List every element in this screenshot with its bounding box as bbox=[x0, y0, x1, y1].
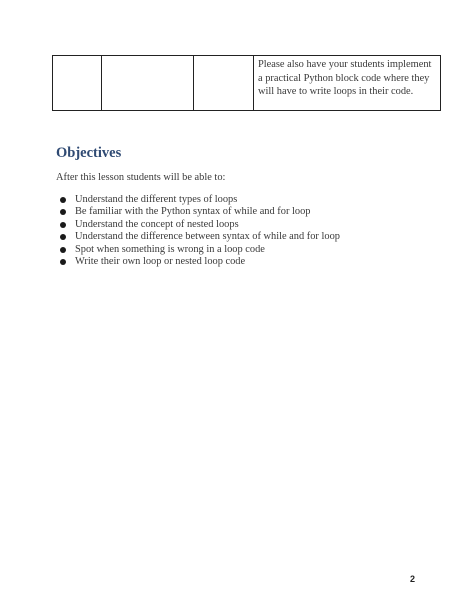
list-item: Understand the difference between syntax of while and for loop bbox=[58, 231, 340, 243]
bullet-icon bbox=[60, 197, 66, 203]
list-item: Write their own loop or nested loop code bbox=[58, 256, 340, 268]
lesson-table bbox=[52, 55, 441, 111]
list-item: Understand the different types of loops bbox=[58, 194, 340, 206]
table-cell bbox=[254, 56, 441, 111]
objectives-heading: Objectives bbox=[56, 145, 122, 161]
list-item: Spot when something is wrong in a loop code bbox=[58, 244, 340, 256]
table-cell bbox=[102, 56, 194, 111]
table-cell-text: Please also have your students implement a practical Python block code where they will have to write loops in their code. bbox=[258, 59, 432, 98]
table-row bbox=[53, 56, 441, 111]
bullet-icon bbox=[60, 209, 66, 215]
bullet-icon bbox=[60, 234, 66, 240]
objectives-intro: After this lesson students will be able to: bbox=[56, 172, 226, 183]
bullet-icon bbox=[60, 222, 66, 228]
table-cell bbox=[194, 56, 254, 111]
bullet-icon bbox=[60, 259, 66, 265]
objectives-list bbox=[58, 194, 340, 268]
page-number: 2 bbox=[410, 574, 416, 584]
table-cell bbox=[53, 56, 102, 111]
list-item: Be familiar with the Python syntax of while and for loop bbox=[58, 206, 340, 218]
bullet-icon bbox=[60, 247, 66, 253]
list-item: Understand the concept of nested loops bbox=[58, 219, 340, 231]
